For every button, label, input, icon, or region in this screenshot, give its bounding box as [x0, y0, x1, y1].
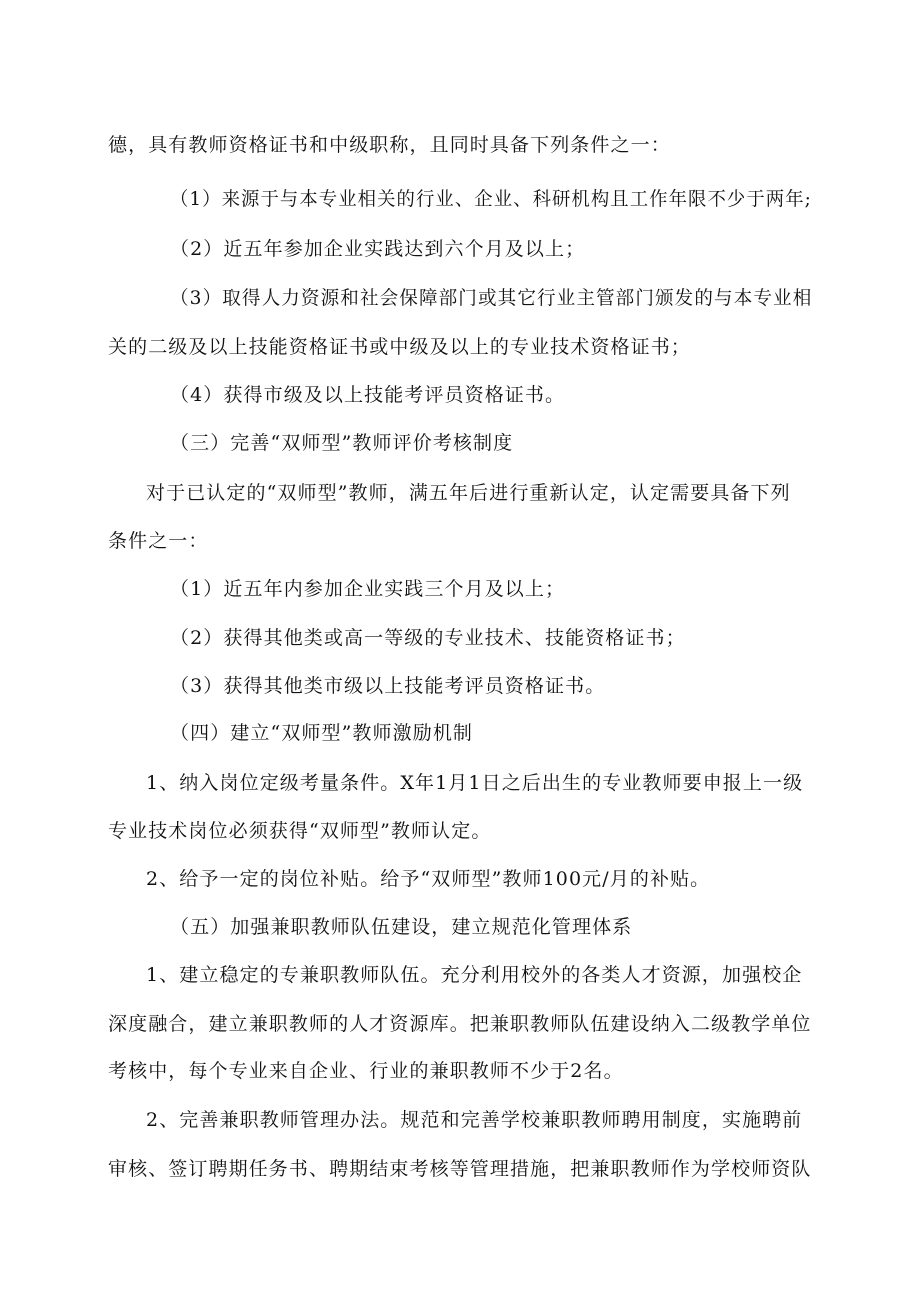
- text-line: 专业技术岗位必须获得“双师型”教师认定。: [108, 820, 492, 842]
- text-line: 条件之一：: [108, 530, 209, 552]
- list-item: （4）获得市级及以上技能考评员资格证书。: [170, 384, 566, 406]
- list-item: （1）近五年内参加企业实践三个月及以上；: [170, 578, 566, 600]
- paragraph-start: 对于已认定的“双师型”教师，满五年后进行重新认定，认定需要具备下列: [146, 482, 791, 504]
- section-heading: （三）完善“双师型”教师评价考核制度: [170, 432, 514, 454]
- paragraph-start: 1、建立稳定的专兼职教师队伍。充分利用校外的各类人才资源，加强校企: [146, 964, 803, 986]
- text-line: 考核中，每个专业来自企业、行业的兼职教师不少于2名。: [108, 1060, 624, 1082]
- paragraph-start: 2、完善兼职教师管理办法。规范和完善学校兼职教师聘用制度，实施聘前: [146, 1109, 803, 1131]
- text-line: 审核、签订聘期任务书、聘期结束考核等管理措施，把兼职教师作为学校师资队: [108, 1158, 812, 1180]
- text-line: 深度融合，建立兼职教师的人才资源库。把兼职教师队伍建设纳入二级教学单位: [108, 1013, 812, 1035]
- list-item: （1）来源于与本专业相关的行业、企业、科研机构且工作年限不少于两年;: [170, 188, 812, 210]
- text-line: 关的二级及以上技能资格证书或中级及以上的专业技术资格证书；: [108, 336, 691, 358]
- paragraph-start: 2、给予一定的岗位补贴。给予“双师型”教师100元/月的补贴。: [146, 868, 711, 890]
- paragraph-start: 1、纳入岗位定级考量条件。X年1月1日之后出生的专业教师要申报上一级: [146, 772, 804, 794]
- list-item: （2）近五年参加企业实践达到六个月及以上；: [170, 238, 586, 260]
- text-line: 德，具有教师资格证书和中级职称，且同时具备下列条件之一：: [108, 134, 671, 156]
- section-heading: （五）加强兼职教师队伍建设，建立规范化管理体系: [170, 916, 633, 938]
- list-item: （2）获得其他类或高一等级的专业技术、技能资格证书；: [170, 627, 686, 649]
- section-heading: （四）建立“双师型”教师激励机制: [170, 722, 474, 744]
- list-item: （3）获得其他类市级以上技能考评员资格证书。: [170, 675, 606, 697]
- list-item: （3）取得人力资源和社会保障部门或其它行业主管部门颁发的与本专业相: [170, 287, 813, 309]
